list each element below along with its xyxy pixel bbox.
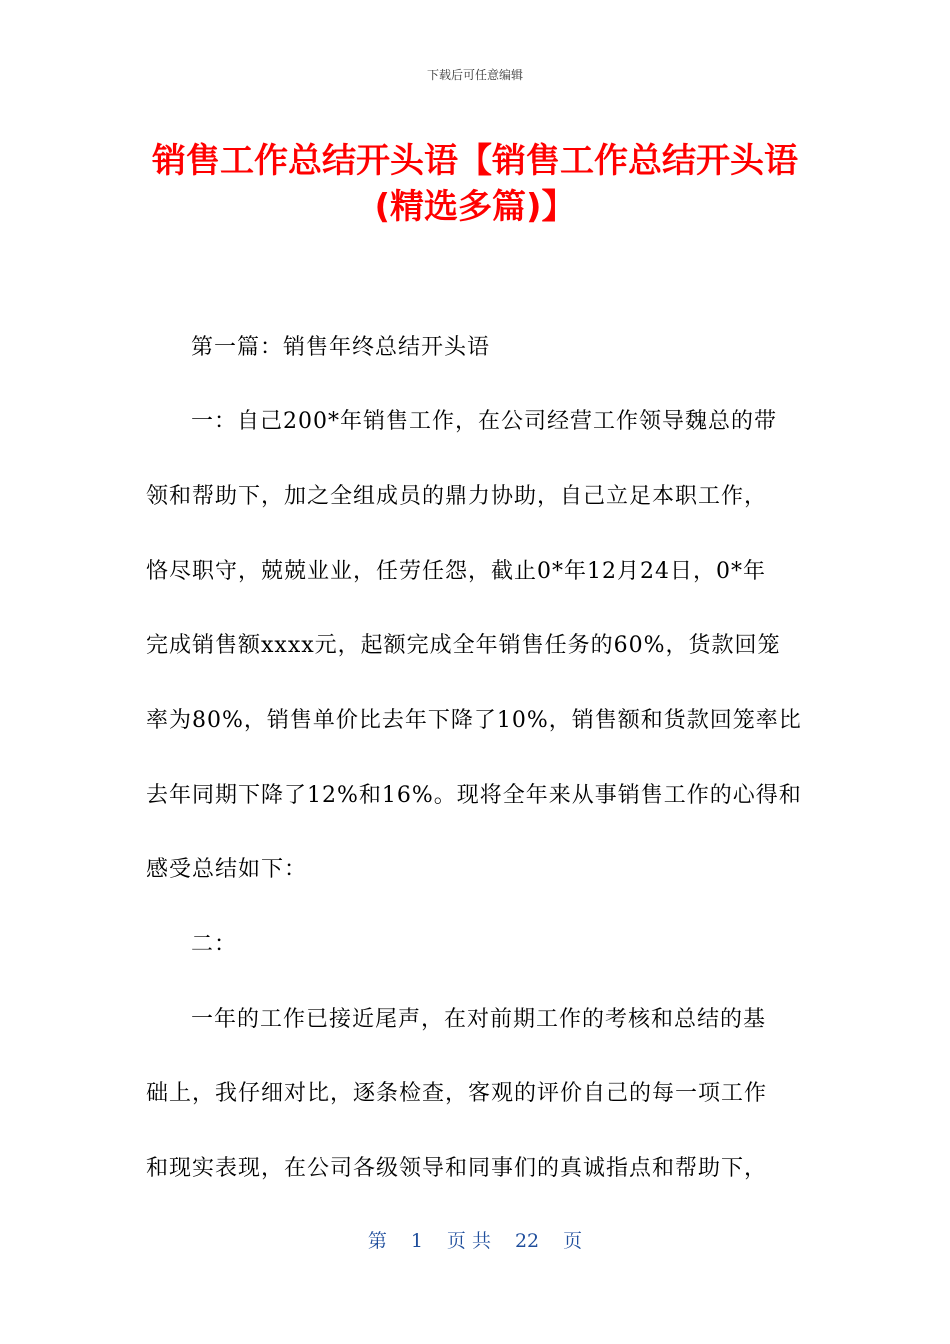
document-title xyxy=(140,138,810,230)
paragraph-line: 率为80%，销售单价比去年下降了10%，销售额和货款回笼率比 xyxy=(146,708,802,733)
header-note: 下载后可任意编辑 xyxy=(426,68,523,82)
paragraph-line: 去年同期下降了12%和16%。现将全年来从事销售工作的心得和 xyxy=(146,783,802,808)
title-line-2: (精选多篇)】 xyxy=(374,187,576,227)
footer-prefix: 第 xyxy=(367,1230,387,1252)
section-label: 二： xyxy=(191,932,238,957)
section-heading: 第一篇：销售年终总结开头语 xyxy=(191,335,491,360)
page-footer xyxy=(0,1226,950,1253)
paragraph-line: 领和帮助下，加之全组成员的鼎力协助，自己立足本职工作， xyxy=(146,484,768,509)
footer-total-pages: 22 xyxy=(514,1230,540,1252)
paragraph-line: 和现实表现，在公司各级领导和同事们的真诚指点和帮助下， xyxy=(146,1156,768,1181)
paragraph-line: 一年的工作已接近尾声，在对前期工作的考核和总结的基 xyxy=(191,1007,767,1032)
paragraph-line: 恪尽职守，兢兢业业，任劳任怨，截止0*年12月24日，0*年 xyxy=(146,559,766,584)
title-line-1: 销售工作总结开头语【销售工作总结开头语 xyxy=(152,141,798,181)
footer-suffix: 页 xyxy=(563,1230,583,1252)
paragraph-line: 感受总结如下： xyxy=(146,857,308,882)
paragraph-line: 一：自己200*年销售工作，在公司经营工作领导魏总的带 xyxy=(191,409,777,434)
paragraph-line: 完成销售额xxxx元，起额完成全年销售任务的60%，货款回笼 xyxy=(146,633,781,658)
paragraph-line: 础上，我仔细对比，逐条检查，客观的评价自己的每一项工作 xyxy=(146,1081,768,1106)
footer-current-page: 1 xyxy=(410,1230,423,1252)
footer-middle: 页 共 xyxy=(446,1230,491,1252)
